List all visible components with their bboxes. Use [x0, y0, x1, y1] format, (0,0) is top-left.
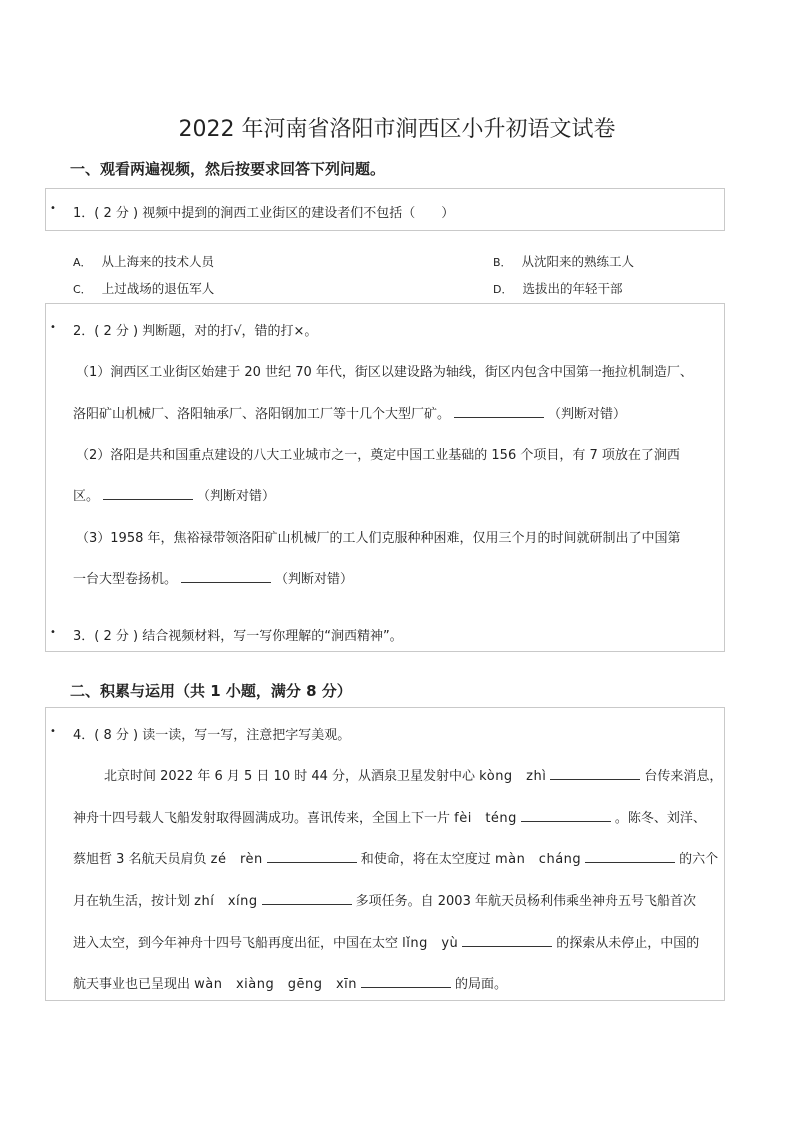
option-d[interactable]: [493, 279, 623, 297]
option-a[interactable]: [73, 252, 214, 270]
answer-blank[interactable]: [103, 487, 193, 500]
answer-blank[interactable]: [550, 767, 640, 780]
question-3-stem: 3．( 2 分 ) 结合视频材料，写一写你理解的“涧西精神”。: [73, 629, 403, 644]
option-letter: C．: [73, 283, 92, 296]
option-letter: A．: [73, 256, 92, 269]
q2-sub1-line1: （1）涧西区工业街区始建于 20 世纪 70 年代，街区以建设路为轴线，街区内包含中国第一拖拉机制造厂、: [76, 365, 693, 380]
answer-blank[interactable]: [585, 850, 675, 863]
question-4-stem: 4．( 8 分 ) 读一读，写一写，注意把字写美观。: [73, 728, 351, 743]
option-letter: D．: [493, 283, 513, 296]
answer-blank[interactable]: [361, 975, 451, 988]
question-4-box: [45, 707, 725, 1001]
passage-line: 神舟十四号载人飞船发射取得圆满成功。喜讯传来，全国上下一片 fèi téng 。陈冬、刘洋、: [73, 811, 706, 826]
question-2-3-box: [45, 303, 725, 652]
q2-sub2-line2: 区。 （判断对错）: [73, 489, 276, 504]
answer-blank[interactable]: [181, 570, 271, 583]
q2-sub3-line1: （3）1958 年，焦裕禄带领洛阳矿山机械厂的工人们克服种种困难，仅用三个月的时间就研制出了中国第: [76, 531, 681, 546]
option-letter: B．: [493, 256, 512, 269]
bullet-icon: •: [50, 726, 56, 737]
passage-line: 航天事业也已呈现出 wàn xiàng gēng xīn 的局面。: [73, 977, 508, 992]
bullet-icon: •: [50, 203, 56, 214]
q2-sub3-line2: 一台大型卷扬机。 （判断对错）: [73, 572, 354, 587]
section-2-heading: 二、积累与运用（共 1 小题，满分 8 分）: [70, 682, 352, 700]
question-1-box: [45, 188, 725, 231]
option-c[interactable]: [73, 279, 214, 297]
page-title: 2022 年河南省洛阳市涧西区小升初语文试卷: [178, 117, 616, 142]
answer-blank[interactable]: [521, 809, 611, 822]
passage-line: 北京时间 2022 年 6 月 5 日 10 时 44 分，从酒泉卫星发射中心 kòng zhì 台传来消息，: [104, 769, 723, 784]
answer-blank[interactable]: [267, 850, 357, 863]
answer-blank[interactable]: [454, 405, 544, 418]
question-1-stem: 1．( 2 分 ) 视频中提到的涧西工业街区的建设者们不包括（ ）: [73, 206, 455, 221]
section-1-heading: 一、观看两遍视频，然后按要求回答下列问题。: [70, 160, 386, 178]
option-b[interactable]: [493, 252, 634, 270]
bullet-icon: •: [50, 627, 56, 638]
bullet-icon: •: [50, 322, 56, 333]
question-2-stem: 2．( 2 分 ) 判断题，对的打√，错的打×。: [73, 324, 318, 339]
passage-line: 月在轨生活，按计划 zhí xíng 多项任务。自 2003 年航天员杨利伟乘坐神舟五号飞船首次: [73, 894, 696, 909]
passage-line: 蔡旭哲 3 名航天员肩负 zé rèn 和使命，将在太空度过 màn cháng 的六个: [73, 852, 719, 867]
option-text: 上过战场的退伍军人: [101, 281, 215, 296]
q2-sub1-line2: 洛阳矿山机械厂、洛阳轴承厂、洛阳钢加工厂等十几个大型厂矿。 （判断对错）: [73, 407, 627, 422]
passage-line: 进入太空，到今年神舟十四号飞船再度出征，中国在太空 lǐng yù 的探索从未停止，中国的: [73, 936, 700, 951]
option-text: 选拔出的年轻干部: [522, 281, 623, 296]
answer-blank[interactable]: [262, 892, 352, 905]
option-text: 从上海来的技术人员: [101, 254, 215, 269]
option-text: 从沈阳来的熟练工人: [521, 254, 635, 269]
q2-sub2-line1: （2）洛阳是共和国重点建设的八大工业城市之一，奠定中国工业基础的 156 个项目，有 7 项放在了涧西: [76, 448, 680, 463]
answer-blank[interactable]: [462, 934, 552, 947]
